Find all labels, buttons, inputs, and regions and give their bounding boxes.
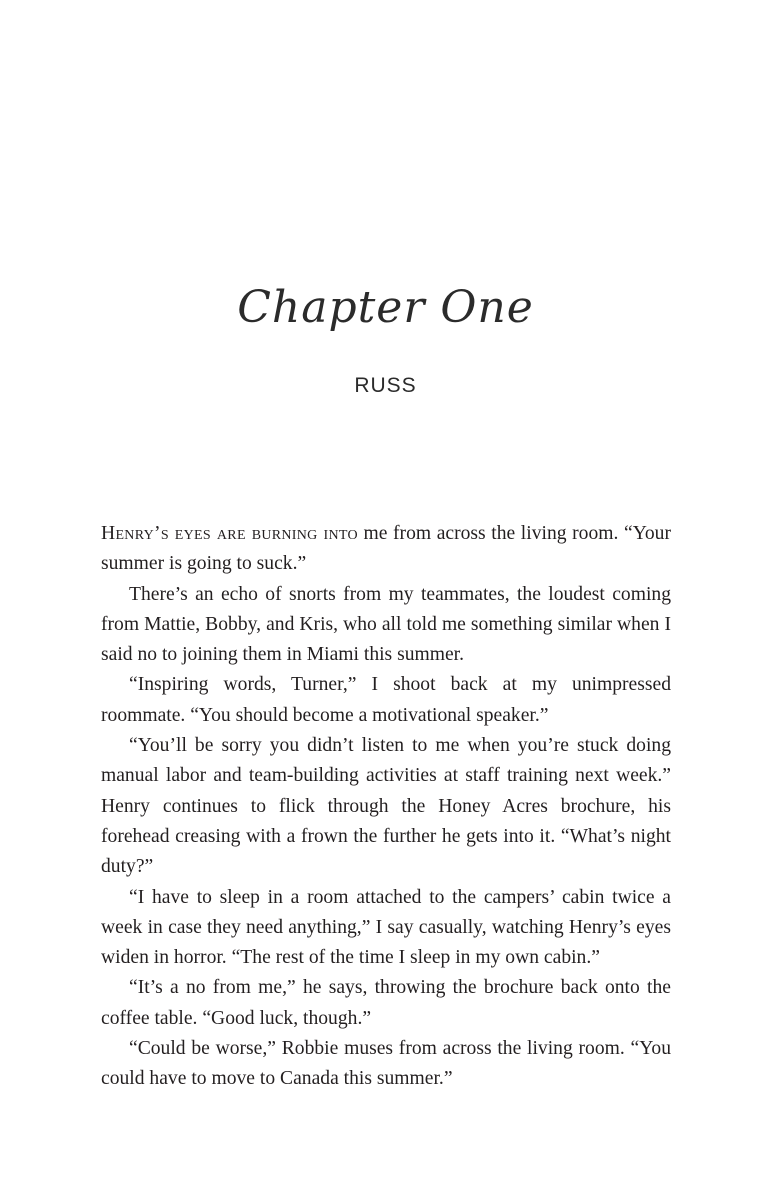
paragraph-1	[101, 519, 671, 580]
paragraph-3: “Inspiring words, Turner,” I shoot back at my unimpressed roommate. “You should become a motivational speaker.”	[101, 674, 671, 726]
paragraph-7: “Could be worse,” Robbie muses from across the living room. “You could have to move to Canada this summer.”	[101, 1038, 671, 1090]
chapter-body	[101, 519, 671, 1095]
paragraph-5: “I have to sleep in a room attached to the campers’ cabin twice a week in case they need anything,” I say casually, watching Henry’s eyes widen in horror. “The rest of the time I sleep in my own cabin.”	[101, 886, 671, 969]
paragraph-4: “You’ll be sorry you didn’t listen to me when you’re stuck doing manual labor and team-building activities at staff training next week.” Henry continues to flick through the Honey Acres brochure, his forehead creasing with a frown the further he gets into it. “What’s night duty?”	[101, 735, 671, 878]
lead-in-smallcaps: Henry’s eyes are burning into	[101, 523, 358, 544]
paragraph-1-text: me from across the living room. “Your summer is going to suck.”	[101, 523, 671, 575]
chapter-title: Chapter One	[237, 282, 534, 333]
paragraph-6: “It’s a no from me,” he says, throwing the brochure back onto the coffee table. “Good luck, though.”	[101, 977, 671, 1029]
paragraph-2: There’s an echo of snorts from my teammates, the loudest coming from Mattie, Bobby, and Kris, who all told me something similar when I said no to joining them in Miami this summer.	[101, 583, 671, 666]
pov-character: RUSS	[354, 374, 417, 397]
